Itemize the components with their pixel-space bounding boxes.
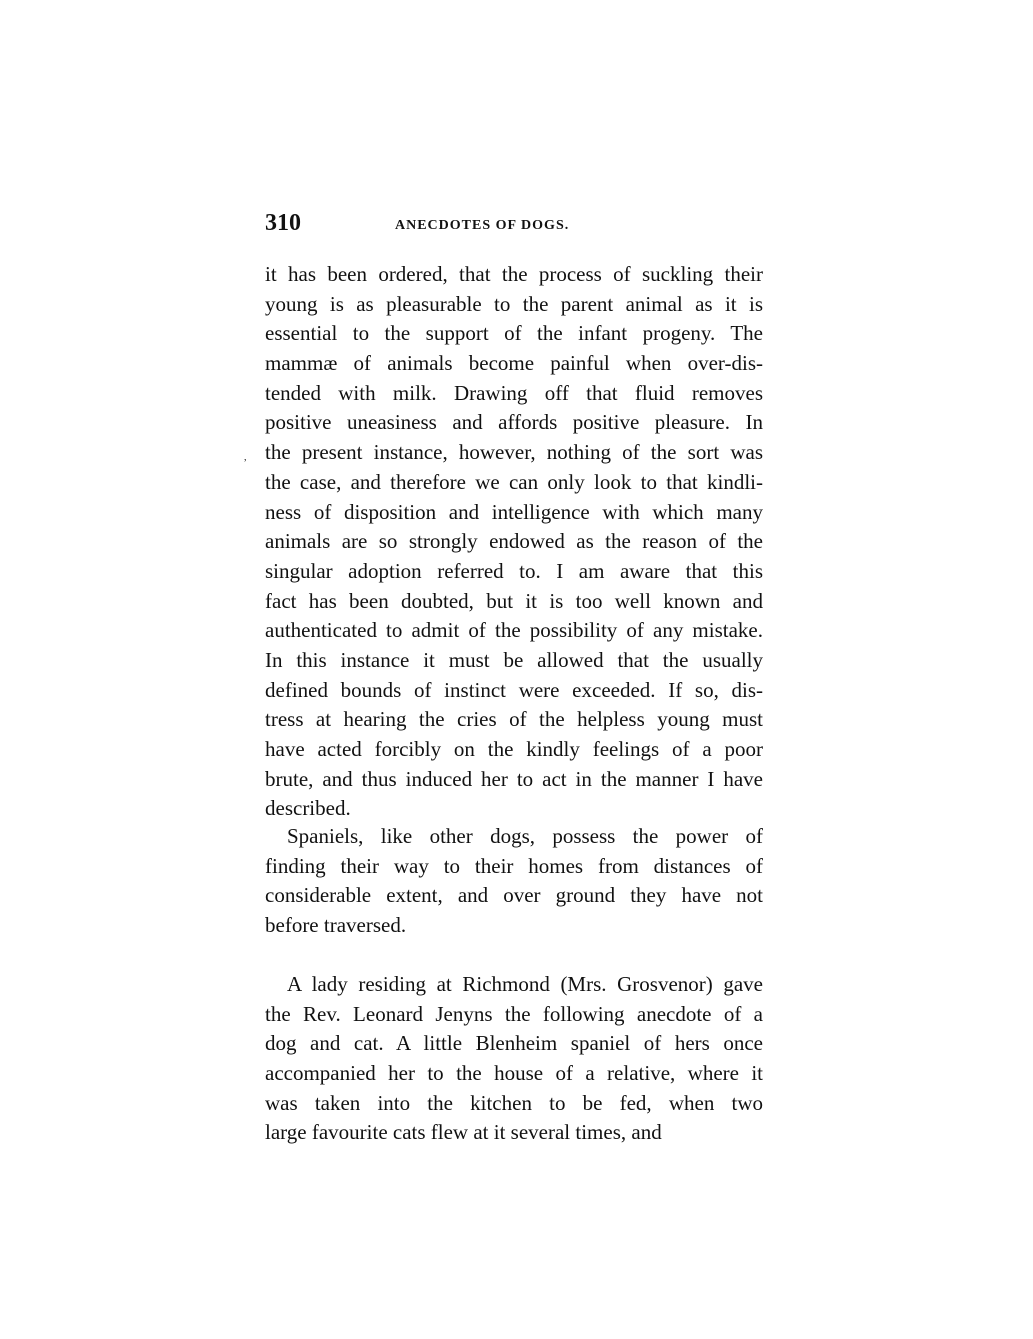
text-line: defined bounds of instinct were exceeded. If so, dis- [265, 677, 763, 702]
text-line: singular adoption referred to. I am aware that this [265, 558, 763, 583]
paragraph-1 [265, 260, 763, 824]
text-line: A lady residing at Richmond (Mrs. Grosvenor) gave [287, 972, 763, 996]
text-line: the present instance, however, nothing of the sort was [265, 440, 763, 465]
text-line: the Rev. Leonard Jenyns the following anecdote of a [265, 1001, 763, 1026]
text-line: the case, and therefore we can only look to that kindli- [265, 469, 763, 494]
text-line: ness of disposition and intelligence with which many [265, 499, 763, 524]
margin-mark: , [244, 452, 247, 463]
paragraph-2 [265, 822, 763, 941]
text-line: before traversed. [265, 913, 407, 938]
running-title: ANECDOTES OF DOGS. [395, 218, 570, 233]
text-line: considerable extent, and over ground they have not [265, 883, 763, 908]
text-line: animals are so strongly endowed as the reason of the [265, 529, 763, 554]
text-line: fact has been doubted, but it is too well known and [265, 588, 763, 613]
text-line: tress at hearing the cries of the helpless young must [265, 707, 763, 732]
text-line: essential to the support of the infant progeny. The [265, 321, 763, 346]
text-line: dog and cat. A little Blenheim spaniel of hers once [265, 1031, 763, 1056]
text-line: tended with milk. Drawing off that fluid removes [265, 380, 763, 405]
text-line: described. [265, 796, 351, 821]
text-line: Spaniels, like other dogs, possess the power of [287, 824, 763, 848]
page-number: 310 [265, 210, 301, 236]
text-line: it has been ordered, that the process of suckling their [265, 262, 763, 286]
text-line: have acted forcibly on the kindly feelings of a poor [265, 737, 763, 761]
text-line: mammæ of animals become painful when over-dis- [265, 351, 763, 376]
text-line: In this instance it must be allowed that the usually [265, 647, 763, 672]
paragraph-3 [265, 970, 763, 1148]
text-line: authenticated to admit of the possibility of any mistake. [265, 618, 763, 643]
text-line: finding their way to their homes from distances of [265, 853, 763, 878]
text-line: accompanied her to the house of a relative, where it [265, 1061, 763, 1086]
text-line: young is as pleasurable to the parent animal as it is [265, 291, 763, 316]
text-line: large favourite cats flew at it several times, and [265, 1120, 662, 1145]
text-line: was taken into the kitchen to be fed, when two [265, 1090, 763, 1115]
text-line: positive uneasiness and affords positive pleasure. In [265, 410, 763, 435]
text-line: brute, and thus induced her to act in the manner I have [265, 766, 763, 791]
